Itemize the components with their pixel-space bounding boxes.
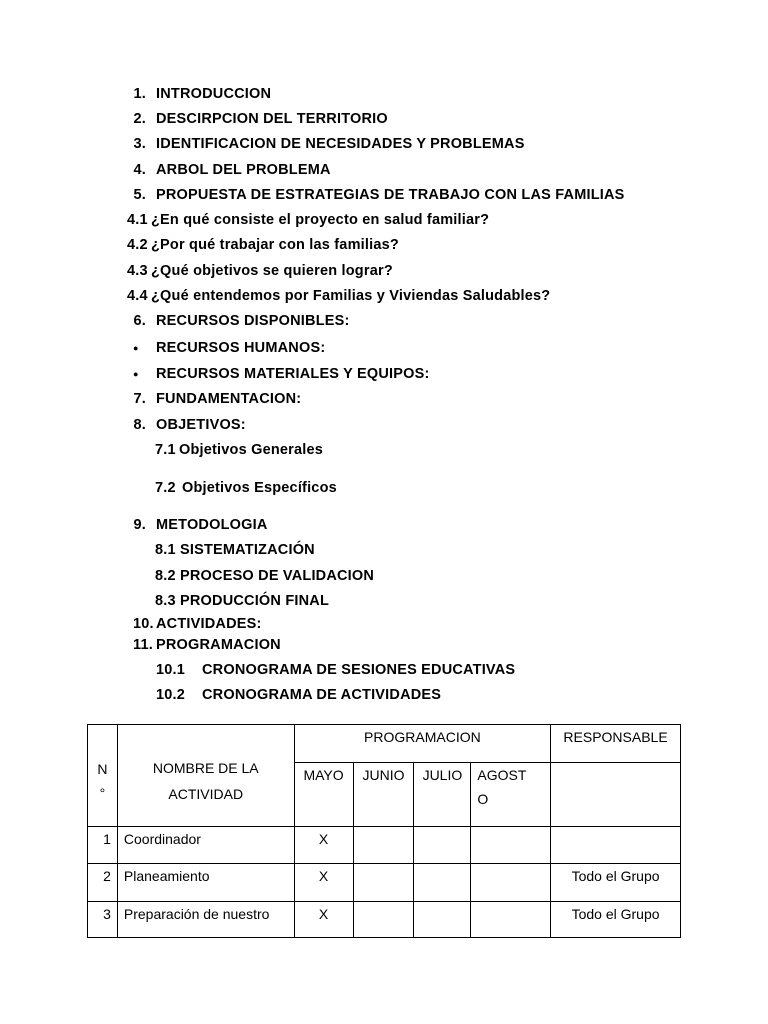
header-responsable: RESPONSABLE [551,725,681,763]
header-n: N ° [88,725,118,827]
row-number: 3 [88,902,118,938]
row-julio [414,864,471,902]
row-junio [353,864,414,902]
header-month-mayo: MAYO [294,763,353,827]
header-month-junio: JUNIO [353,763,414,827]
row-responsable: Todo el Grupo [551,902,681,938]
row-mayo: X [294,827,353,864]
table-row [88,827,681,864]
row-activity: Preparación de nuestro [117,902,294,938]
row-responsable [551,827,681,864]
header-activity-name: NOMBRE DE LA ACTIVIDAD [117,725,294,827]
row-julio [414,902,471,938]
header-programacion: PROGRAMACION [294,725,551,763]
row-activity: Coordinador [117,827,294,864]
header-responsable-empty [551,763,681,827]
table-row [88,864,681,902]
row-julio [414,827,471,864]
table-row [88,902,681,938]
header-month-julio: JULIO [414,763,471,827]
row-agosto [471,902,551,938]
row-activity: Planeamiento [117,864,294,902]
row-number: 2 [88,864,118,902]
bullet-icon: ● [133,369,139,379]
row-responsable: Todo el Grupo [551,864,681,902]
row-mayo: X [294,902,353,938]
row-number: 1 [88,827,118,864]
bullet-icon: ● [133,343,139,353]
row-mayo: X [294,864,353,902]
row-junio [353,827,414,864]
row-agosto [471,864,551,902]
schedule-table [87,724,681,938]
row-agosto [471,827,551,864]
header-month-agosto: AGOST O [471,763,551,827]
row-junio [353,902,414,938]
